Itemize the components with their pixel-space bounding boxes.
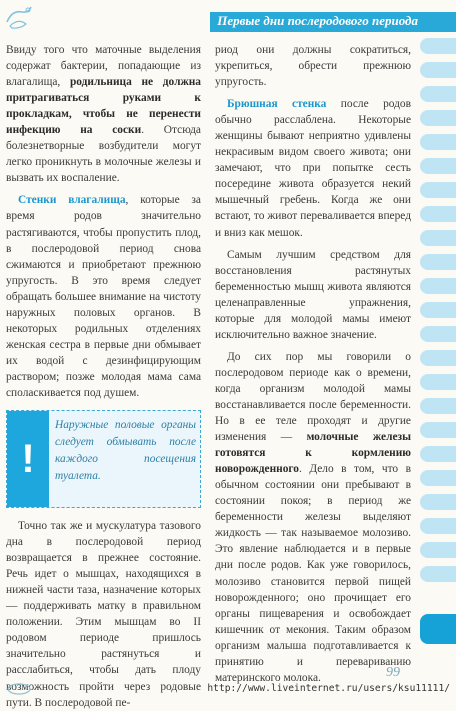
paragraph: риод они должны сократиться, укрепиться, обрести прежнюю упругость.	[215, 44, 411, 89]
keyword-highlight: Стенки влагалища	[18, 194, 126, 207]
side-tab	[420, 446, 456, 462]
side-tab	[420, 470, 456, 486]
side-tab	[420, 422, 456, 438]
paragraph: Брюшная стенка после родов обычно расслаблена. Некоторые женщины бывают неприятно удивлены некрасивым видом своего живота; они замечают, что при попытке сесть посередине живота образуется некий мышечный гребень. Когда же они встают, то живот переваливается вперед и вниз как мешок.	[215, 98, 411, 239]
side-tab	[420, 494, 456, 510]
side-tab	[420, 518, 456, 534]
source-url[interactable]: http://www.liveinternet.ru/users/ksu11111/	[207, 683, 450, 694]
page-header	[0, 0, 456, 36]
side-tab	[420, 62, 456, 78]
paragraph: Самым лучшим средством для восстановления растянутых беременностью мышц живота являются целенаправленные упражнения, которые для молодой мамы имеют исключительно важное значение.	[215, 248, 411, 341]
stork-logo-icon	[4, 2, 34, 32]
side-tab	[420, 134, 456, 150]
bold-phrase: молочные железы готовятся к кормлению новорожденного	[215, 431, 411, 476]
side-tab	[420, 110, 456, 126]
liveinternet-logo-icon	[6, 682, 32, 696]
side-tab	[420, 566, 456, 582]
side-tab	[420, 230, 456, 246]
side-tab	[420, 278, 456, 294]
side-tab	[420, 182, 456, 198]
side-tab	[420, 398, 456, 414]
paragraph: Ввиду того что маточные выделения содержат бактерии, попадающие из влагалища, родильница не должна притрагиваться руками к прокладкам, чтобы не перенести инфекцию на соски. Отсюда болезнетворные возбудители могут легко проникнуть в молочные железы и вызвать их воспаление.	[6, 44, 201, 185]
side-tab	[420, 206, 456, 222]
side-tab	[420, 374, 456, 390]
page-title: Первые дни послеродового периода	[217, 13, 418, 28]
paragraph: До сих пор мы говорили о послеродовом периоде как о времени, когда организм молодой мамы восстанавливается после беременности. Но в ее теле проходят и другие изменения — молочные железы готовятся к кормлению новорожденного. Дело в том, что в обычном состоянии они пребывают в состоянии покоя; в период же беременности железы выделяют жидкость — так называемое молозиво. Это явление наблюдается и в первые дни после родов. Как уже говорилось, молозиво становится первой пищей новорожденного; оно прочищает его органы пищеварения и освобождает кишечник от мекония. Таким образом организм малыша подготавливается к принятию и перевариванию материнского молока.	[215, 350, 411, 684]
side-tab	[420, 254, 456, 270]
exclamation-icon: !	[7, 411, 49, 507]
side-tab	[420, 542, 456, 558]
footer	[0, 682, 456, 699]
page-number: 99	[386, 665, 400, 680]
right-column	[215, 42, 411, 686]
side-tab	[420, 38, 456, 54]
tip-text: Наружные половые органы следует обмывать после каждого посещения туалета.	[55, 419, 196, 483]
side-tab	[420, 158, 456, 174]
bold-phrase: родильница не должна притрагиваться руками к прокладкам, чтобы не перенести инфекцию на соски	[6, 76, 201, 137]
side-tab	[420, 350, 456, 366]
side-tab	[420, 86, 456, 102]
side-tab	[420, 302, 456, 318]
keyword-highlight: Брюшная стенка	[227, 98, 327, 111]
left-column	[6, 42, 201, 711]
paragraph: Точно так же и мускулатура тазового дна в послеродовой период возвращается в прежнее состояние. Речь идет о мышцах, находящихся в нижней части таза, назначение которых — поддерживать матку в правильном положении. Этим мышцам во II родовом периоде пришлось значительно растянуться и расслабиться, чтобы дать плоду возможность пройти через родовые пути. В послеродовой пе-	[6, 520, 201, 709]
side-index-tabs	[420, 36, 456, 656]
tip-box	[6, 410, 201, 508]
side-tab-active	[420, 614, 456, 644]
paragraph: Стенки влагалища, которые за время родов значительно растягиваются, чтобы пропустить плод, в послеродовой период снова сжимаются и приобретают прежнюю упругость. В это время следует обращать большее внимание на чистоту наружных половых органов. В некоторых родильных отделениях женская сестра в первые дни обмывает их водой с дезинфицирующим раствором; позже молодая мама сама споласкивается под душем.	[6, 194, 201, 399]
side-tab	[420, 326, 456, 342]
